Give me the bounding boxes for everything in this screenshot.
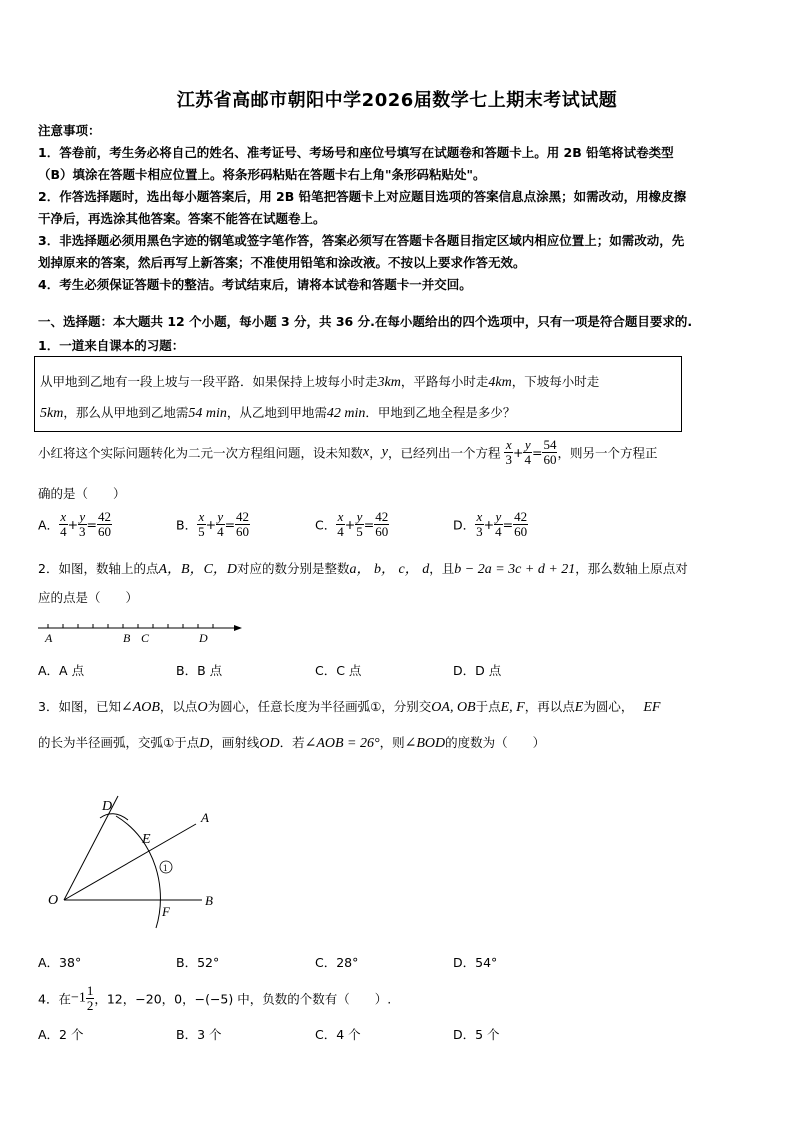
arc-one: [116, 816, 160, 928]
notice-line: 3．非选择题必须用黑色字迹的钢笔或签字笔作答，答案必须写在答题卡各题目指定区域内相应位置上；如需改动，先: [38, 233, 685, 248]
notice-line: （B）填涂在答题卡相应位置上。将条形码粘贴在答题卡右上角"条形码粘贴处"。: [38, 167, 486, 182]
q3-option-b[interactable]: B．52°: [176, 955, 220, 970]
arc-d: [100, 814, 128, 820]
q1-option-b[interactable]: B． $\frac{x}{5}$ + $\frac{y}{4}$ = $\frac{42}{60}$: [176, 509, 250, 539]
q1-body-cont: 确的是（ ）: [38, 486, 126, 501]
q4-option-c[interactable]: C．4 个: [315, 1027, 361, 1042]
point-label-d: D: [199, 631, 208, 645]
notice-line: 干净后，再选涂其他答案。答案不能答在试题卷上。: [38, 211, 326, 226]
notice-line: 2．作答选择题时，选出每小题答案后，用 2B 铅笔把答题卡上对应题目选项的答案信息点涂黑；如需改动，用橡皮擦: [38, 189, 687, 204]
q3-option-d[interactable]: D．54°: [453, 955, 498, 970]
q4-stem: 4．在−1 $\frac{1}{2}$ ，12，−20，0，−(−5) 中，负数的个数有（ ）.: [38, 983, 392, 1013]
svg-text:1: 1: [163, 863, 168, 873]
label-a: A: [201, 810, 209, 825]
q1-box-line2: 5km，那么从甲地到乙地需54 min，从乙地到甲地需42 min．甲地到乙地全程是多少？: [40, 405, 516, 421]
notice-heading: 注意事项：: [38, 123, 101, 138]
number-line-figure: [34, 616, 248, 648]
q1-option-c[interactable]: C． $\frac{x}{4}$ + $\frac{y}{5}$ = $\frac{42}{60}$: [315, 509, 389, 539]
fraction: $\frac{x}{3}$: [505, 437, 512, 467]
q2-option-b[interactable]: B．B 点: [176, 663, 223, 678]
point-label-c: C: [141, 631, 150, 645]
notice-line: 4．考生必须保证答题卡的整洁。考试结束后，请将本试卷和答题卡一并交回。: [38, 277, 472, 292]
number-line-arrow-icon: [234, 625, 242, 631]
point-label-b: B: [123, 631, 131, 645]
q4-option-b[interactable]: B．3 个: [176, 1027, 222, 1042]
q1-body: 小红将这个实际问题转化为二元一次方程组问题，设未知数x，y，已经列出一个方程 $\frac{x}{3}$ + $\frac{y}{4}$ = $\frac{54}{60}$ ，则另一个方程正: [38, 437, 658, 467]
q1-option-d[interactable]: D． $\frac{x}{3}$ + $\frac{y}{4}$ = $\frac{42}{60}$: [453, 509, 528, 539]
fraction: $\frac{54}{60}$: [543, 437, 557, 467]
label-f: F: [162, 904, 170, 919]
point-label-a: A: [45, 631, 53, 645]
q2-option-c[interactable]: C．C 点: [315, 663, 362, 678]
section-heading: 一、选择题：本大题共 12 个小题，每小题 3 分，共 36 分.在每小题给出的四个选项中，只有一项是符合题目要求的.: [38, 314, 693, 329]
q3-stem: 3．如图，已知∠AOB，以点O为圆心，任意长度为半径画弧①，分别交OA, OB于点E, F，再以点E为圆心， EF: [38, 699, 661, 715]
q1-option-a[interactable]: A． $\frac{x}{4}$ + $\frac{y}{3}$ = $\frac{42}{60}$: [38, 509, 112, 539]
q2-option-d[interactable]: D．D 点: [453, 663, 502, 678]
q3-option-a[interactable]: A．38°: [38, 955, 82, 970]
label-o: O: [48, 893, 59, 908]
number-line-ticks: [48, 624, 213, 628]
q2-stem: 2．如图，数轴上的点A，B，C，D对应的数分别是整数a， b， c， d，且b − 2a = 3c + d + 21，那么数轴上原点对: [38, 561, 688, 577]
fraction: $\frac{y}{4}$: [524, 437, 531, 467]
notice-line: 1．答卷前，考生务必将自己的姓名、准考证号、考场号和座位号填写在试题卷和答题卡上。用 2B 铅笔将试卷类型: [38, 145, 674, 160]
q4-option-d[interactable]: D．5 个: [453, 1027, 500, 1042]
angle-construction-figure: [40, 790, 230, 930]
q1-box-line1: 从甲地到乙地有一段上坡与一段平路．如果保持上坡每小时走3km，平路每小时走4km，下坡每小时走: [40, 374, 600, 390]
label-b: B: [205, 893, 213, 908]
label-d: D: [102, 799, 113, 814]
q4-option-a[interactable]: A．2 个: [38, 1027, 84, 1042]
q3-stem-cont: 的长为半径画弧，交弧①于点D，画射线OD．若∠AOB = 26°，则∠BOD的度数为（ ）: [38, 735, 546, 751]
page-title: 江苏省高邮市朝阳中学2026届数学七上期末考试试题: [176, 90, 618, 111]
q3-option-c[interactable]: C．28°: [315, 955, 359, 970]
q2-stem-cont: 应的点是（ ）: [38, 590, 139, 605]
q1-stem: 1．一道来自课本的习题：: [38, 338, 185, 353]
fraction: $\frac{1}{2}$: [86, 983, 94, 1013]
notice-line: 划掉原来的答案，然后再写上新答案；不准使用铅笔和涂改液。不按以上要求作答无效。: [38, 255, 526, 270]
label-e: E: [142, 832, 151, 847]
q2-option-a[interactable]: A．A 点: [38, 663, 85, 678]
